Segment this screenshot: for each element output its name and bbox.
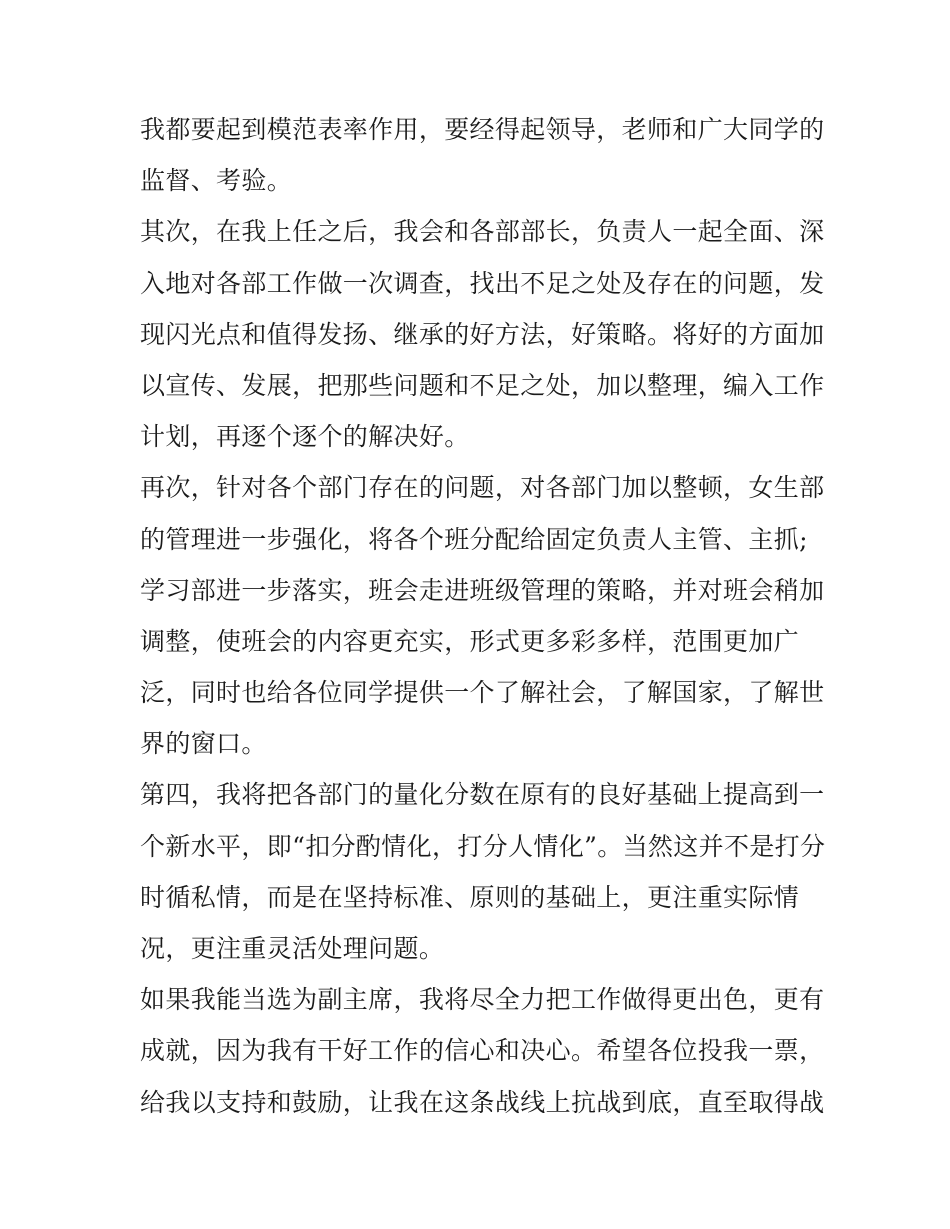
body-text (140, 108, 826, 1132)
text-line: 况，更注重灵活处理问题。 (140, 934, 445, 963)
text-line: 入地对各部工作做一次调查，找出不足之处及存在的问题，发 (140, 268, 825, 298)
text-line: 我都要起到模范表率作用，要经得起领导，老师和广大同学的 (140, 115, 825, 144)
text-line: 成就，因为我有干好工作的信心和决心。希望各位投我一票， (140, 1036, 825, 1066)
text-line: 以宣传、发展，把那些问题和不足之处，加以整理，编入工作 (140, 370, 825, 400)
text-line: 给我以支持和鼓励，让我在这条战线上抗战到底，直至取得战 (140, 1087, 825, 1117)
text-line: 泛，同时也给各位同学提供一个了解社会，了解国家，了解世 (140, 678, 825, 708)
text-line: 界的窗口。 (140, 729, 267, 759)
text-line: 学习部进一步落实，班会走进班级管理的策略，并对班会稍加 (140, 575, 825, 605)
text-line: 现闪光点和值得发扬、继承的好方法，好策略。将好的方面加 (140, 319, 825, 349)
text-line: 调整，使班会的内容更充实，形式更多彩多样，范围更加广 (140, 626, 800, 656)
text-line: 再次，针对各个部门存在的问题，对各部门加以整顿，女生部 (140, 473, 825, 503)
text-line: 的管理进一步强化，将各个班分配给固定负责人主管、主抓; (140, 524, 808, 554)
text-line: 其次，在我上任之后，我会和各部部长，负责人一起全面、深 (140, 217, 825, 247)
text-line: 计划，再逐个逐个的解决好。 (140, 422, 470, 452)
text-line: 监督、考验。 (140, 166, 293, 196)
text-line: 第四，我将把各部门的量化分数在原有的良好基础上提高到一 (140, 780, 825, 810)
text-line: 个新水平，即“扣分酌情化，打分人情化”。当然这并不是打分 (140, 831, 826, 861)
text-line: 时循私情，而是在坚持标准、原则的基础上，更注重实际情 (140, 882, 800, 912)
text-line: 如果我能当选为副主席，我将尽全力把工作做得更出色，更有 (140, 985, 825, 1015)
